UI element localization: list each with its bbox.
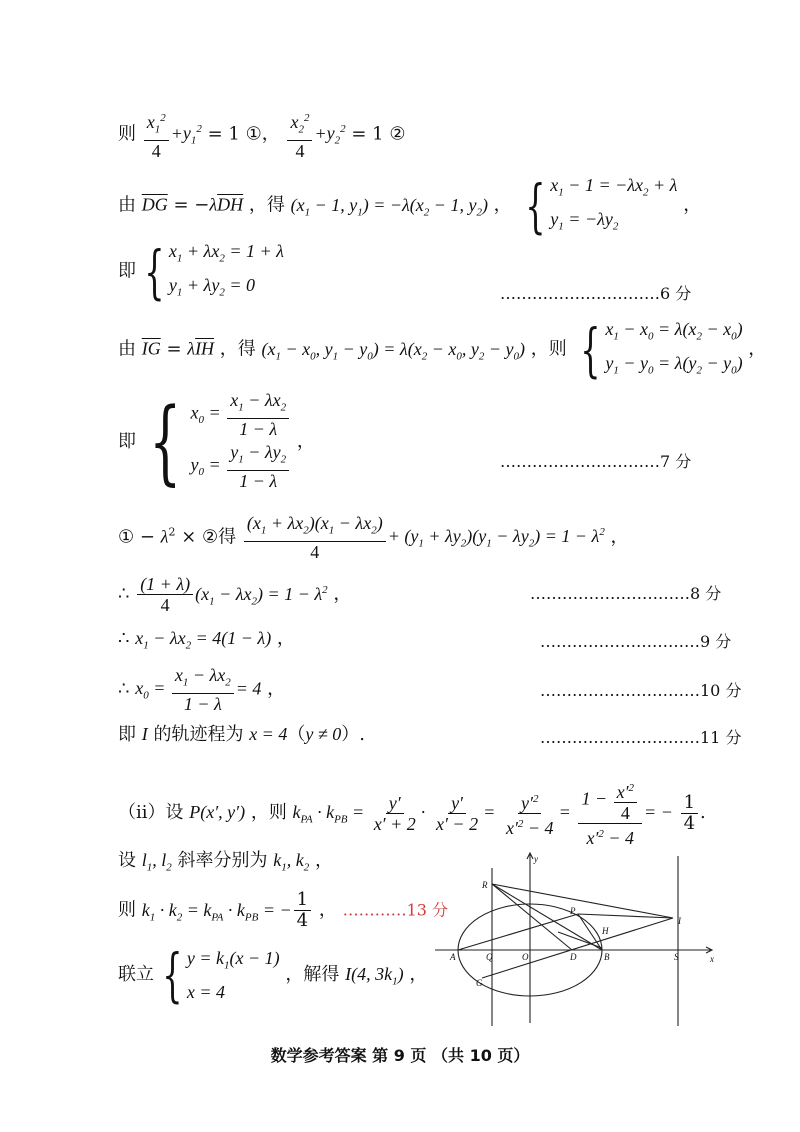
label-q: Q: [486, 952, 493, 962]
equation-system: { $x_1 - x_0 = \lambda(x_2 - x_0)$ $y_1 - y_0 = \lambda(y_2 - y_0)$: [580, 315, 743, 384]
line-7: ∴ $\frac{(1 + \lambda)}{4}$ $(x_1 - \lambda x_2) = 1 - \lambda^2$ ，: [118, 574, 352, 615]
fraction: $\frac{1}{4}$: [681, 793, 698, 834]
equation-system: { $x_1 + \lambda x_2 = 1 + \lambda$ $y_1 + \lambda y_2 = 0$: [144, 237, 284, 306]
label-y: y: [534, 854, 538, 864]
segment-pi: [578, 914, 673, 918]
label-a: A: [450, 952, 456, 962]
line-14: 联立 { $y = k_1(x - 1)$ x = 4 ，解得 I(4, $3k_1$) ，: [118, 940, 428, 1009]
fraction: $\frac{x_2^2}{4}$: [287, 108, 312, 161]
label-s: S: [674, 952, 679, 962]
segment-gi: [482, 918, 673, 978]
label-d: D: [570, 952, 577, 962]
line-2: 由 $\overline{DG} = -\lambda\overline{DH}$ ，得 ($x_1 - 1$, $y_1) = -\lambda(x_2 - 1$, $y_2$) ， { $x_1 - 1 = -\lambda x_2 + \lambda$ $y_1 = -\lambda y_2$ ，: [118, 171, 702, 240]
label-g: G: [476, 978, 483, 988]
fraction: $\frac{x_1 - \lambda x_2}{1 - \lambda}$: [172, 665, 234, 714]
fraction: $\frac{(x_1 + \lambda x_2)(x_1 - \lambda x_2)}{4}$: [244, 513, 386, 562]
label-b: B: [604, 952, 610, 962]
score-13: …………13 分: [342, 900, 449, 920]
segment-ri: [492, 884, 673, 918]
score-8: …………………………8 分: [530, 584, 722, 603]
equation-system: { $x_1 - 1 = -\lambda x_2 + \lambda$ $y_1 = -\lambda y_2$: [525, 171, 678, 240]
label-o: O: [522, 952, 529, 962]
line-3: 即 { $x_1 + \lambda x_2 = 1 + \lambda$ $y_1 + \lambda y_2 = 0$: [118, 237, 284, 306]
text-ze: 则: [118, 123, 136, 145]
fraction: $\frac{(1 + \lambda)}{4}$: [137, 574, 193, 615]
ellipse-figure: [430, 848, 720, 1028]
line-1: 则 $\frac{x_1^2}{4}$ $+y_1^2 = 1$ ①， $\frac{x_2^2}{4}$ $+y_2^2 = 1$ ②: [118, 108, 406, 161]
page-footer: 数学参考答案 第 9 页 （共 10 页）: [270, 1046, 530, 1065]
label-i: I: [678, 916, 681, 926]
equation-system: { $y = k_1(x - 1)$ x = 4: [162, 940, 280, 1009]
line-4: 由 $\overline{IG} = \lambda\overline{IH}$ ，得 ($x_1 - x_0$, $y_1 - y_0) = \lambda(x_2 - x_0$, $y_2 - y_0$) ，则 { $x_1 - x_0 = \lambda(x_2 - x_0)$ $y_1 - y_0 = \lambda(y_2 - y_0)$ ，: [118, 315, 767, 384]
label-r: R: [482, 880, 488, 890]
label-x: x: [710, 954, 714, 964]
fraction: 1 − $\frac{x'^2}{4}$ $x'^2 - 4$: [578, 778, 642, 848]
score-10: …………………………10 分: [540, 681, 742, 700]
score-9: …………………………9 分: [540, 632, 732, 651]
score-11: …………………………11 分: [540, 728, 742, 747]
score-6: …………………………6 分: [500, 284, 692, 303]
equation-system: { $x_0$ = $\frac{x_1 - \lambda x_2}{1 - \lambda}$ $y_0$ = $\frac{y_1 - \lambda y_2}{1 - \lambda}$: [136, 390, 291, 494]
line-12: 设 $l_1$, $l_2$ 斜率分别为 $k_1$, $k_2$ ，: [118, 850, 333, 874]
segment-rd: [492, 884, 572, 950]
line-6: ① − $\lambda^2$ × ②得 $\frac{(x_1 + \lambda x_2)(x_1 - \lambda x_2)}{4}$ + $(y_1 + \lambda y_2)(y_1 - \lambda y_2) = 1 - \lambda^2$ ，: [118, 513, 629, 562]
line-13: 则 $k_1 \cdot k_2 = k_{PA} \cdot k_{PB}$ = − $\frac{1}{4}$ ， …………13 分: [118, 889, 449, 931]
score-7: …………………………7 分: [500, 452, 692, 471]
fraction: $\frac{y'}{x' + 2}$: [373, 792, 416, 834]
fraction: $\frac{y'}{x' - 2}$: [436, 792, 479, 834]
line-10: 即 I 的轨迹程为 x = 4（y ≠ 0）.: [118, 724, 365, 745]
line-8: ∴ $x_1 - \lambda x_2 = 4(1 - \lambda)$ ，: [118, 628, 295, 652]
label-p: P: [570, 906, 576, 916]
line-5: 即 { $x_0$ = $\frac{x_1 - \lambda x_2}{1 - \lambda}$ $y_0$ = $\frac{y_1 - \lambda y_2}{1 - \lambda}$ ，: [118, 388, 315, 496]
fraction: $\frac{1}{4}$: [294, 890, 311, 931]
line-9: ∴ $x_0$ = $\frac{x_1 - \lambda x_2}{1 - \lambda}$ = 4 ，: [118, 665, 286, 714]
label-h: H: [602, 926, 609, 936]
line-11: （ii）设 P(x′, y′) ，则 $k_{PA} \cdot k_{PB}$ = $\frac{y'}{x' + 2}$ · $\frac{y'}{x' - 2}$ = $\frac{y'^2}{x'^2 - 4}$ = 1 − $\frac{x'^2}{4}$ $x'^2 - 4$ = − $\frac{1}{4}$ .: [118, 778, 706, 848]
fraction: $\frac{y'^2}{x'^2 - 4}$: [503, 789, 557, 838]
fraction: $\frac{x_1^2}{4}$: [144, 108, 169, 161]
